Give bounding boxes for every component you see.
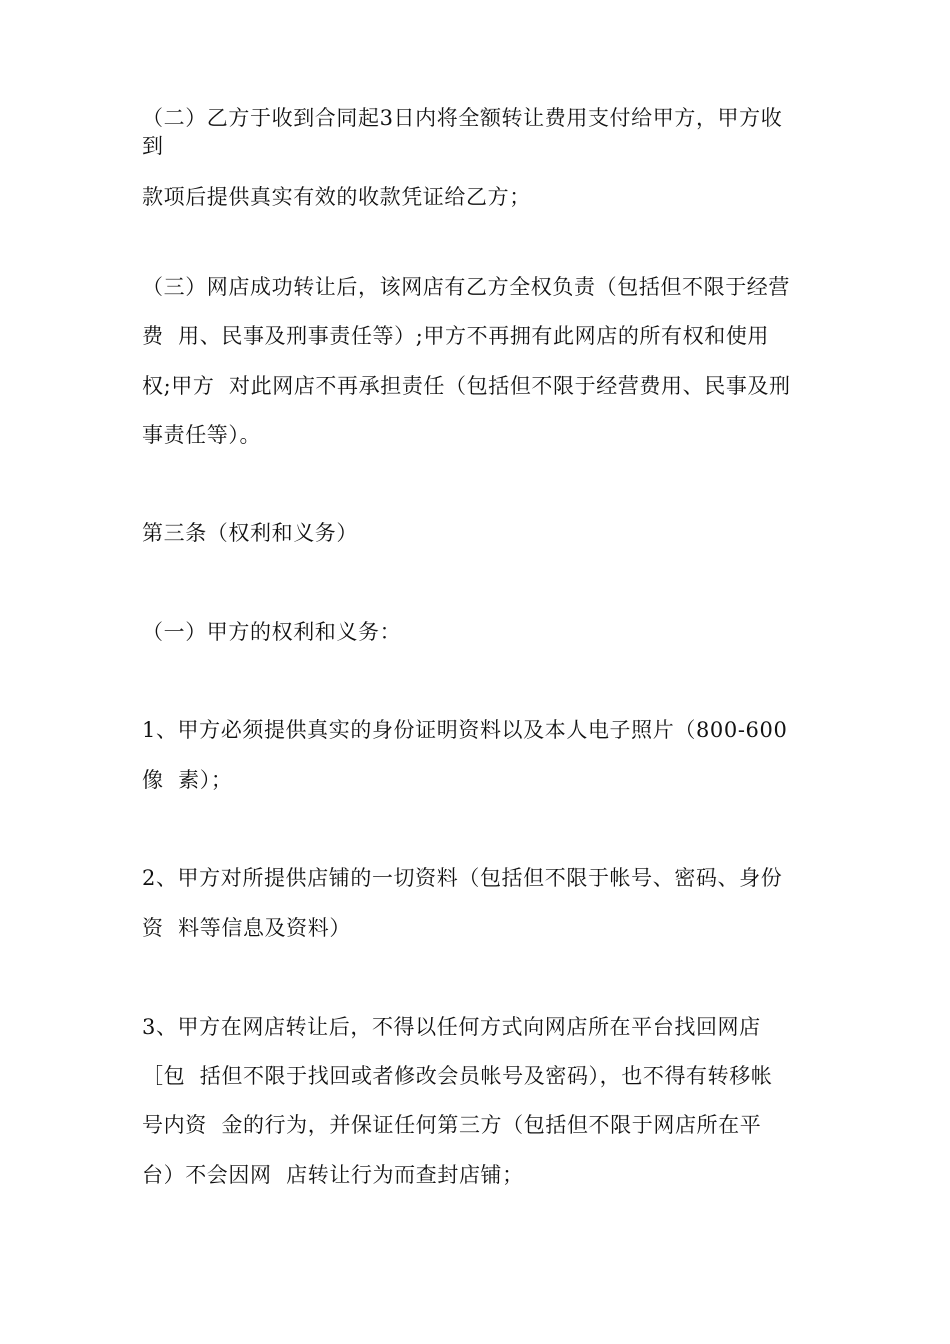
text-line: 到 — [142, 134, 164, 158]
text-line: ［包 括但不限于找回或者修改会员帐号及密码），也不得有转移帐 — [142, 1064, 773, 1088]
text-line: （三）网店成功转让后，该网店有乙方全权负责（包括但不限于经营 — [142, 275, 790, 299]
subsection-heading: （一）甲方的权利和义务： — [142, 620, 402, 644]
text-line: 3、甲方在网店转让后，不得以任何方式向网店所在平台找回网店 — [142, 1015, 761, 1039]
text-line: 款项后提供真实有效的收款凭证给乙方； — [142, 185, 531, 209]
text-line: （二）乙方于收到合同起3日内将全额转让费用支付给甲方，甲方收 — [142, 106, 783, 130]
text-line: 台）不会因网 店转让行为而查封店铺； — [142, 1163, 524, 1187]
text-line: 费 用、民事及刑事责任等）;甲方不再拥有此网店的所有权和使用 — [142, 324, 770, 348]
text-line: 像 素）； — [142, 768, 233, 792]
text-line: 资 料等信息及资料） — [142, 916, 351, 940]
text-line: 权;甲方 对此网店不再承担责任（包括但不限于经营费用、民事及刑 — [142, 374, 791, 398]
text-line: 2、甲方对所提供店铺的一切资料（包括但不限于帐号、密码、身份 — [142, 866, 783, 890]
text-line: 1、甲方必须提供真实的身份证明资料以及本人电子照片（800-600 — [142, 718, 788, 742]
text-line: 号内资 金的行为，并保证任何第三方（包括但不限于网店所在平 — [142, 1113, 762, 1137]
text-line: 事责任等）。 — [142, 423, 262, 447]
section-heading: 第三条（权利和义务） — [142, 521, 358, 545]
